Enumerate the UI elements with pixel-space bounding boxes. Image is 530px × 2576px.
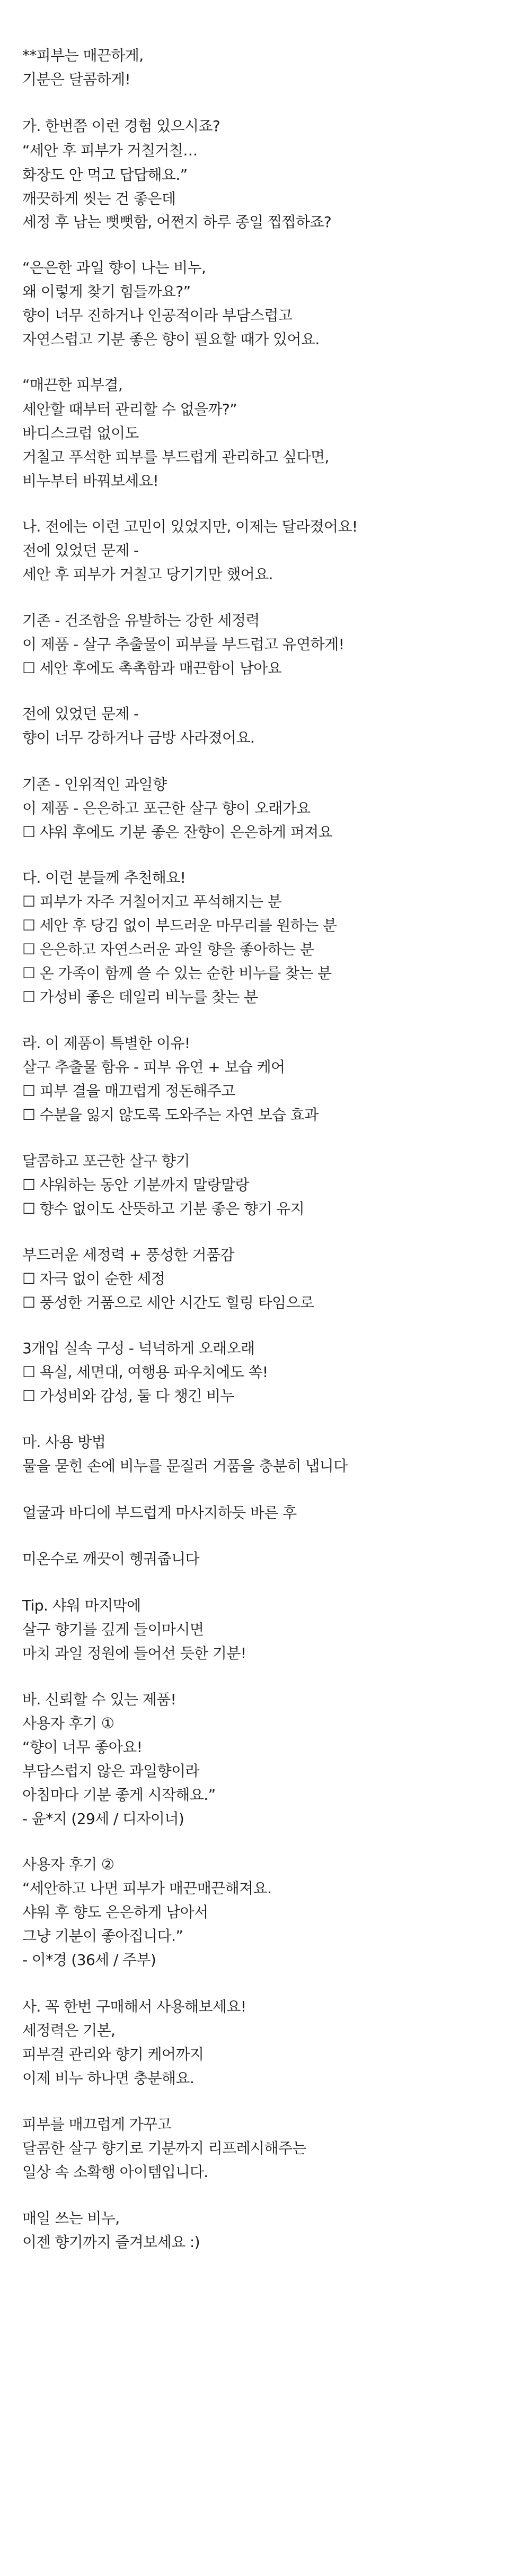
section-da-line-3: ☐ 은은하고 자연스러운 과일 향을 좋아하는 분 bbox=[22, 941, 314, 958]
section-na-line-10: ☐ 샤워 후에도 기분 좋은 잔향이 은은하게 퍼져요 bbox=[22, 823, 333, 841]
section-ga-line-9: “매끈한 피부결, bbox=[22, 376, 123, 394]
section-ma-line-3: 미온수로 깨끗이 헹궈줍니다 bbox=[22, 1550, 199, 1568]
section-ra-line-1: 살구 추출물 함유 - 피부 유연 + 보습 케어 bbox=[22, 1058, 285, 1076]
section-ga-line-2: 화장도 안 먹고 답답해요.” bbox=[22, 166, 188, 184]
section-ma-line-1: 물을 묻힌 손에 비누를 문질러 거품을 충분히 냅니다 bbox=[22, 1457, 348, 1475]
section-na-line-5: ☐ 세안 후에도 촉촉함과 매끈함이 남아요 bbox=[22, 659, 282, 677]
section-ma-line-2: 얼굴과 바디에 부드럽게 마사지하듯 바른 후 bbox=[22, 1504, 297, 1521]
section-ma-line-4: Tip. 샤워 마지막에 bbox=[22, 1597, 141, 1614]
section-na-line-1: 전에 있었던 문제 - bbox=[22, 542, 139, 559]
section-ga-line-4: 세정 후 남는 뻣뻣함, 어쩐지 하루 종일 찝찝하죠? bbox=[22, 213, 332, 231]
section-ra-heading: 라. 이 제품이 특별한 이유! bbox=[22, 1034, 190, 1052]
section-na-line-9: 이 제품 - 은은하고 포근한 살구 향이 오래가요 bbox=[22, 799, 311, 817]
closing-line-1: 매일 쓰는 비누, bbox=[22, 2209, 120, 2227]
section-sa-line-6: 일상 속 소확행 아이템입니다. bbox=[22, 2163, 208, 2181]
document-content bbox=[22, 0, 508, 2576]
section-ga-line-13: 비누부터 바꿔보세요! bbox=[22, 472, 158, 490]
section-ma-line-6: 마치 과일 정원에 들어선 듯한 기분! bbox=[22, 1644, 246, 1662]
section-ra-line-9: ☐ 풍성한 거품으로 세안 시간도 힐링 타임으로 bbox=[22, 1294, 314, 1311]
section-ga-line-12: 거칠고 푸석한 피부를 부드럽게 관리하고 싶다면, bbox=[22, 448, 329, 466]
section-da-line-1: ☐ 피부가 자주 거칠어지고 푸석해지는 분 bbox=[22, 893, 282, 910]
section-sa-line-3: 이제 비누 하나면 충분해요. bbox=[22, 2069, 195, 2087]
review-2-title: 사용자 후기 ② bbox=[22, 1856, 114, 1873]
review-2-line-2: 샤워 후 향도 은은하게 남아서 bbox=[22, 1903, 208, 1921]
section-ga-line-8: 자연스럽고 기분 좋은 향이 필요할 때가 있어요. bbox=[22, 330, 320, 348]
intro-line-1: **피부는 매끈하게, bbox=[22, 47, 144, 64]
review-2-line-1: “세안하고 나면 피부가 매끈매끈해져요. bbox=[22, 1879, 272, 1897]
section-ba-heading: 바. 신뢰할 수 있는 제품! bbox=[22, 1691, 176, 1708]
section-ga-heading: 가. 한번쯤 이런 경험 있으시죠? bbox=[22, 117, 220, 135]
section-na-line-3: 기존 - 건조함을 유발하는 강한 세정력 bbox=[22, 612, 260, 629]
section-na-line-2: 세안 후 피부가 거칠고 당기기만 했어요. bbox=[22, 565, 273, 583]
section-ra-line-6: ☐ 향수 없이도 산뜻하고 기분 좋은 향기 유지 bbox=[22, 1200, 305, 1217]
intro-line-2: 기분은 달콤하게! bbox=[22, 71, 131, 88]
section-ra-line-3: ☐ 수분을 잃지 않도록 도와주는 자연 보습 효과 bbox=[22, 1106, 319, 1124]
section-sa-line-2: 피부결 관리와 향기 케어까지 bbox=[22, 2046, 204, 2063]
review-1-line-1: “향이 너무 좋아요! bbox=[22, 1738, 143, 1756]
section-ga-line-6: 왜 이렇게 찾기 힘들까요?” bbox=[22, 283, 191, 300]
section-ga-line-11: 바디스크럽 없이도 bbox=[22, 424, 139, 442]
section-ra-line-8: ☐ 자극 없이 순한 세정 bbox=[22, 1270, 165, 1287]
section-ra-line-5: ☐ 샤워하는 동안 기분까지 말랑말랑 bbox=[22, 1176, 249, 1194]
section-na-line-6: 전에 있었던 문제 - bbox=[22, 705, 139, 723]
review-1-line-2: 부담스럽지 않은 과일향이라 bbox=[22, 1762, 199, 1780]
section-ga-line-10: 세안할 때부터 관리할 수 없을까?” bbox=[22, 401, 237, 418]
section-na-line-7: 향이 너무 강하거나 금방 사라졌어요. bbox=[22, 729, 255, 746]
section-ra-line-12: ☐ 가성비와 감성, 둘 다 챙긴 비누 bbox=[22, 1387, 234, 1405]
section-na-heading: 나. 전에는 이런 고민이 있었지만, 이제는 달라졌어요! bbox=[22, 518, 358, 535]
section-sa-line-5: 달콤한 살구 향기로 기분까지 리프레시해주는 bbox=[22, 2139, 306, 2157]
review-2-author: - 이*경 (36세 / 주부) bbox=[22, 1951, 156, 1969]
section-ra-line-2: ☐ 피부 결을 매끄럽게 정돈해주고 bbox=[22, 1082, 235, 1100]
section-ra-line-11: ☐ 욕실, 세면대, 여행용 파우치에도 쏙! bbox=[22, 1363, 268, 1381]
section-na-line-4: 이 제품 - 살구 추출물이 피부를 부드럽고 유연하게! bbox=[22, 636, 344, 653]
section-sa-line-4: 피부를 매끄럽게 가꾸고 bbox=[22, 2116, 172, 2133]
review-1-author: - 윤*지 (29세 / 디자이너) bbox=[22, 1810, 184, 1827]
closing-line-2: 이젠 향기까지 즐겨보세요 :) bbox=[22, 2233, 200, 2251]
section-sa-heading: 사. 꼭 한번 구매해서 사용해보세요! bbox=[22, 1998, 246, 2015]
section-da-heading: 다. 이런 분들께 추천해요! bbox=[22, 869, 186, 886]
section-ga-line-1: “세안 후 피부가 거칠거칠… bbox=[22, 142, 198, 159]
section-sa-line-1: 세정력은 기본, bbox=[22, 2022, 116, 2039]
review-1-line-3: 아침마다 기분 좋게 시작해요.” bbox=[22, 1786, 216, 1804]
section-ra-line-7: 부드러운 세정력 + 풍성한 거품감 bbox=[22, 1246, 234, 1264]
section-na-line-8: 기존 - 인위적인 과일향 bbox=[22, 776, 167, 793]
section-da-line-5: ☐ 가성비 좋은 데일리 비누를 찾는 분 bbox=[22, 988, 258, 1006]
section-ra-line-4: 달콤하고 포근한 살구 향기 bbox=[22, 1152, 190, 1170]
section-ga-line-3: 깨끗하게 씻는 건 좋은데 bbox=[22, 190, 176, 207]
section-ma-heading: 마. 사용 방법 bbox=[22, 1433, 106, 1451]
section-ga-line-7: 향이 너무 진하거나 인공적이라 부담스럽고 bbox=[22, 307, 293, 324]
section-ma-line-5: 살구 향기를 깊게 들이마시면 bbox=[22, 1621, 204, 1638]
section-da-line-2: ☐ 세안 후 당김 없이 부드러운 마무리를 원하는 분 bbox=[22, 917, 337, 934]
review-1-title: 사용자 후기 ① bbox=[22, 1715, 114, 1732]
section-da-line-4: ☐ 온 가족이 함께 쓸 수 있는 순한 비누를 찾는 분 bbox=[22, 964, 332, 982]
section-ga-line-5: “은은한 과일 향이 나는 비누, bbox=[22, 259, 206, 276]
review-2-line-3: 그냥 기분이 좋아집니다.” bbox=[22, 1927, 183, 1945]
section-ra-line-10: 3개입 실속 구성 - 넉넉하게 오래오래 bbox=[22, 1339, 255, 1357]
